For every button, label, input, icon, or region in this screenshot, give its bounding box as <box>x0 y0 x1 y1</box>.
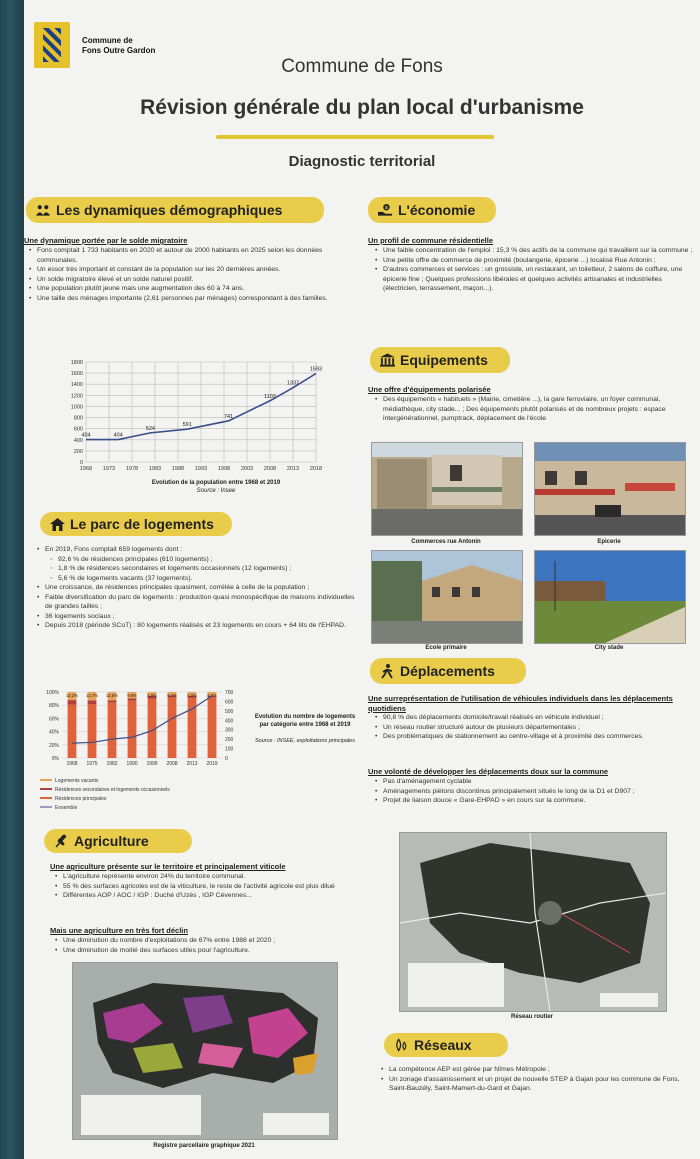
networks-heading-label: Réseaux <box>414 1037 472 1053</box>
x-tick-label: 2013 <box>186 761 198 767</box>
logo-line-2: Fons Outre Gardon <box>82 46 156 55</box>
y-tick-label-right: 200 <box>225 737 234 744</box>
y-tick-label: 1400 <box>70 382 83 389</box>
bar-label: 12,7% <box>86 693 98 698</box>
x-tick-label: 2018 <box>309 466 323 472</box>
bar-principales <box>168 697 177 758</box>
data-label: 1102 <box>264 393 276 400</box>
networks-list <box>380 1065 690 1094</box>
list-item: • Un réseau routier structuré autour de plusieurs départementales ; <box>374 723 694 733</box>
housing-chart-caption: Evolution du nombre de logements par catégorie entre 1968 et 2019 <box>254 714 356 728</box>
list-item: • Aménagements piétons discontinus principalement situés le long de la D1 et D907 ; <box>374 787 694 797</box>
agriculture-map <box>72 962 338 1140</box>
y-tick-label: 800 <box>73 415 83 422</box>
list-item: • Une diminution de moitié des surfaces utiles pour l'agriculture. <box>54 946 364 956</box>
bar-principales <box>208 697 217 758</box>
housing-list <box>36 545 362 631</box>
population-chart-source: Source : Insee <box>196 488 236 494</box>
x-tick-label: 1975 <box>86 761 98 767</box>
bar-secondaires <box>128 698 137 700</box>
list-item: • 55 % des surfaces agricoles est de la viticulture, le reste de l'activité agricole est plus dilué <box>54 882 364 892</box>
legend-label: Logements vacants <box>55 778 99 784</box>
x-tick-label: 2003 <box>240 466 254 472</box>
bar-label: 9,6% <box>127 693 137 698</box>
y-tick-label: 600 <box>73 426 83 433</box>
bar-secondaires <box>88 700 97 704</box>
list-item: • Faible diversification du parc de logements : production quasi monospécifique de maisons individuelles de grandes tailles ; <box>36 593 362 612</box>
photo-commerces <box>371 442 523 536</box>
list-item: • D'autres commerces et services : un grossiste, un restaurant, un toiletteur, 2 salons de coiffure, une épicerie fine ; Quelques professions libérales et quelques activités artisanales et industrielles (électricien, terrassement, maçon...). <box>374 265 694 294</box>
photo-city-stade <box>534 550 686 644</box>
list-item: • Des problématiques de stationnement au centre-village et à proximité des commerces. <box>374 732 694 742</box>
y-tick-label: 1200 <box>70 393 83 400</box>
legend-label: Ensemble <box>55 805 78 811</box>
bar-principales <box>68 705 77 758</box>
logo-text <box>82 36 155 56</box>
data-label: 404 <box>113 432 123 439</box>
y-tick-label-left: 40% <box>48 729 59 736</box>
data-label: 741 <box>224 413 234 420</box>
data-label: 524 <box>145 425 155 432</box>
x-tick-label: 1968 <box>66 761 78 767</box>
list-item: • La compétence AEP est gérée par Nîmes Métropole ; <box>380 1065 690 1075</box>
photo-commerces-caption: Commerces rue Antonin <box>411 539 481 545</box>
photo-ecole-caption: Ecole primaire <box>425 645 467 651</box>
svg-text:$: $ <box>385 205 388 211</box>
data-label: 404 <box>81 432 91 439</box>
economy-list <box>374 246 694 294</box>
demographics-heading <box>26 197 324 223</box>
bar-label: 5,6% <box>207 693 217 698</box>
list-item: • Des équipements « habituels » (Mairie, cimetière ...), la gare ferroviaire, un foyer communal, médiathèque, city stade... ; Des équipements plutôt polarisés et de nombreux projets : espace intergénérationnel, pumptrack, déplacement de l'école <box>374 395 694 424</box>
bar-label: 6,0% <box>187 693 197 698</box>
x-tick-label: 1988 <box>171 466 185 472</box>
road-network-map <box>399 832 667 1012</box>
agriculture-heading-label: Agriculture <box>74 833 149 849</box>
y-tick-label-right: 0 <box>225 756 228 762</box>
x-tick-label: 2008 <box>166 761 178 767</box>
commune-name: Commune de Fons <box>281 56 443 77</box>
travel-list-2 <box>374 777 694 806</box>
demographics-subheading: Une dynamique portée par le solde migratoire <box>24 236 188 245</box>
logo-line-1: Commune de <box>82 36 133 45</box>
list-item: • Différentes AOP / AOC / IGP : Duché d'Uzès , IGP Cévennes... <box>54 891 364 901</box>
list-item: ◦ 92,6 % de résidences principales (610 logements) ; <box>36 555 362 565</box>
y-tick-label-right: 300 <box>225 727 234 734</box>
population-chart <box>62 352 324 474</box>
x-tick-label: 1998 <box>217 466 231 472</box>
x-tick-label: 1982 <box>106 761 118 767</box>
photo-epicerie <box>534 442 686 536</box>
list-item: • Fons comptait 1 733 habitants en 2020 et autour de 2000 habitants en 2025 selon les données communales. <box>28 246 354 265</box>
x-tick-label: 2008 <box>263 466 277 472</box>
list-item: • Une population plutôt jeune mais une augmentation des 60 à 74 ans. <box>28 284 354 294</box>
x-tick-label: 1973 <box>102 466 116 472</box>
house-icon <box>50 517 65 531</box>
y-tick-label: 1800 <box>70 360 83 366</box>
housing-chart-source: Source : INSEE, exploitations principales <box>255 738 355 744</box>
equipments-heading <box>370 347 510 373</box>
list-item: • Une petite offre de commerce de proximité (boulangerie, épicerie ...) localisé Rue Antonin ; <box>374 256 694 266</box>
page-subtitle: Diagnostic territorial <box>288 153 436 170</box>
water-drops-icon <box>394 1038 409 1052</box>
bar-principales <box>108 702 117 758</box>
travel-subheading-2: Une volonté de développer les déplacements doux sur la commune <box>368 767 609 776</box>
y-tick-label-left: 100% <box>46 690 59 696</box>
list-item: • Depuis 2018 (période SCoT) : 80 logements réalisés et 23 logements en cours + 64 lits de l'EHPAD. <box>36 621 362 631</box>
road-network-map-caption: Réseau routier <box>510 1014 553 1020</box>
x-tick-label: 2013 <box>286 466 300 472</box>
legend-label: Résidences principales <box>55 796 107 802</box>
demographics-heading-label: Les dynamiques démographiques <box>56 202 283 218</box>
bar-label: 12,2% <box>66 693 78 698</box>
photo-city-stade-caption: City stade <box>594 645 624 651</box>
list-item: • En 2019, Fons comptait 659 logements dont : <box>36 545 362 555</box>
people-icon <box>36 203 51 217</box>
bar-principales <box>128 701 137 758</box>
page-title: Révision générale du plan local d'urbanisme <box>140 96 584 119</box>
x-tick-label: 1968 <box>79 466 93 472</box>
y-tick-label-right: 500 <box>225 708 234 715</box>
travel-heading-label: Déplacements <box>400 663 495 679</box>
y-tick-label-left: 0% <box>51 756 59 762</box>
housing-heading-label: Le parc de logements <box>70 516 214 532</box>
travel-list-1 <box>374 713 694 742</box>
agriculture-heading <box>44 829 192 853</box>
equipments-subheading: Une offre d'équipements polarisée <box>368 385 491 394</box>
travel-subheading-1: Une surreprésentation de l'utilisation de véhicules individuels dans les déplacements quotidiens <box>368 694 673 713</box>
y-tick-label: 200 <box>73 448 83 455</box>
list-item: • Projet de liaison douce « Gare-EHPAD » en cours sur la commune. <box>374 796 694 806</box>
bar-label: 12,5% <box>106 693 118 698</box>
list-item: ◦ 5,6 % de logements vacants (37 logements). <box>36 574 362 584</box>
x-tick-label: 1990 <box>126 761 138 767</box>
agriculture-map-caption: Registre parcellaire graphique 2021 <box>153 1143 255 1149</box>
data-label: 591 <box>182 422 192 429</box>
list-item: • 90,8 % des déplacements domicile/travail réalisés en véhicule individuel ; <box>374 713 694 723</box>
data-label: 1593 <box>309 366 323 373</box>
x-tick-label: 1993 <box>194 466 208 472</box>
list-item: ◦ 1,8 % de résidences secondaires et logements occasionnels (12 logements) ; <box>36 564 362 574</box>
bar-secondaires <box>68 700 77 705</box>
agriculture-subheading-1: Une agriculture présente sur le territoire et principalement viticole <box>50 862 286 871</box>
list-item: • Un solde migratoire élevé et un solde naturel positif. <box>28 275 354 285</box>
list-item: • Une croissance, de résidences principales quasiment, corrélée à celle de la population ; <box>36 583 362 593</box>
y-tick-label-right: 100 <box>225 746 234 753</box>
photo-epicerie-caption: Epicerie <box>597 539 621 545</box>
list-item: • Pas d'aménagement cyclable <box>374 777 694 787</box>
coin-hand-icon <box>378 203 393 217</box>
wheat-icon <box>54 834 69 848</box>
x-tick-label: 1999 <box>146 761 158 767</box>
economy-heading-label: L'économie <box>398 202 476 218</box>
y-tick-label: 1000 <box>70 404 83 411</box>
economy-heading <box>368 197 496 223</box>
walking-person-icon <box>380 664 395 678</box>
poster <box>24 0 700 1159</box>
photo-ecole <box>371 550 523 644</box>
legend-label: Résidences secondaires et logements occasionnels <box>55 787 170 793</box>
list-item: • Un essor très important et constant de la population sur les 20 dernières années. <box>28 265 354 275</box>
y-tick-label: 0 <box>79 460 83 466</box>
bar-principales <box>88 704 97 758</box>
list-item: • L'agriculture représente environ 24% du territoire communal. <box>54 872 364 882</box>
demographics-list <box>28 246 354 303</box>
housing-heading <box>40 512 232 536</box>
y-tick-label: 400 <box>73 437 83 444</box>
y-tick-label-right: 600 <box>225 699 234 706</box>
bar-label: 5,2% <box>167 693 177 698</box>
data-label: 1337 <box>286 380 300 387</box>
x-tick-label: 1983 <box>148 466 162 472</box>
list-item: • Une diminution du nombre d'exploitations de 67% entre 1988 et 2020 ; <box>54 936 364 946</box>
economy-subheading: Un profil de commune résidentielle <box>368 236 494 245</box>
y-tick-label-left: 20% <box>48 742 59 749</box>
housing-chart <box>36 686 242 816</box>
y-tick-label-right: 400 <box>225 718 234 725</box>
travel-heading <box>370 658 526 684</box>
equipments-heading-label: Equipements <box>400 352 488 368</box>
agriculture-subheading-2: Mais une agriculture en très fort déclin <box>50 926 188 935</box>
x-tick-label: 1978 <box>125 466 139 472</box>
list-item: • 36 logements sociaux ; <box>36 612 362 622</box>
x-tick-label: 2019 <box>206 761 218 767</box>
agriculture-list-2 <box>54 936 364 955</box>
equipments-list <box>374 395 694 424</box>
networks-heading <box>384 1033 508 1057</box>
y-tick-label-left: 80% <box>48 703 59 710</box>
building-icon <box>380 353 395 367</box>
population-chart-caption: Evolution de la population entre 1968 et 2019 <box>151 480 281 486</box>
list-item: • Une faible concentration de l'emploi : 15,3 % des actifs de la commune qui travaillent sur la commune ; <box>374 246 694 256</box>
y-tick-label-left: 60% <box>48 716 59 723</box>
bar-label: 5,9% <box>147 693 157 698</box>
y-tick-label-right: 700 <box>225 690 234 696</box>
list-item: • Une taille des ménages importante (2,61 personnes par ménages) correspondant à des familles. <box>28 294 354 304</box>
agriculture-list-1 <box>54 872 364 901</box>
list-item: • Un zonage d'assainissement et un projet de nouvelle STEP à Gajan pour les commune de Fons, Saint-Bauzély, Saint-Mamert-du-Gard et Gajan. <box>380 1075 690 1094</box>
bar-secondaires <box>108 700 117 702</box>
y-tick-label: 1600 <box>70 371 83 378</box>
title-underline <box>216 135 494 139</box>
